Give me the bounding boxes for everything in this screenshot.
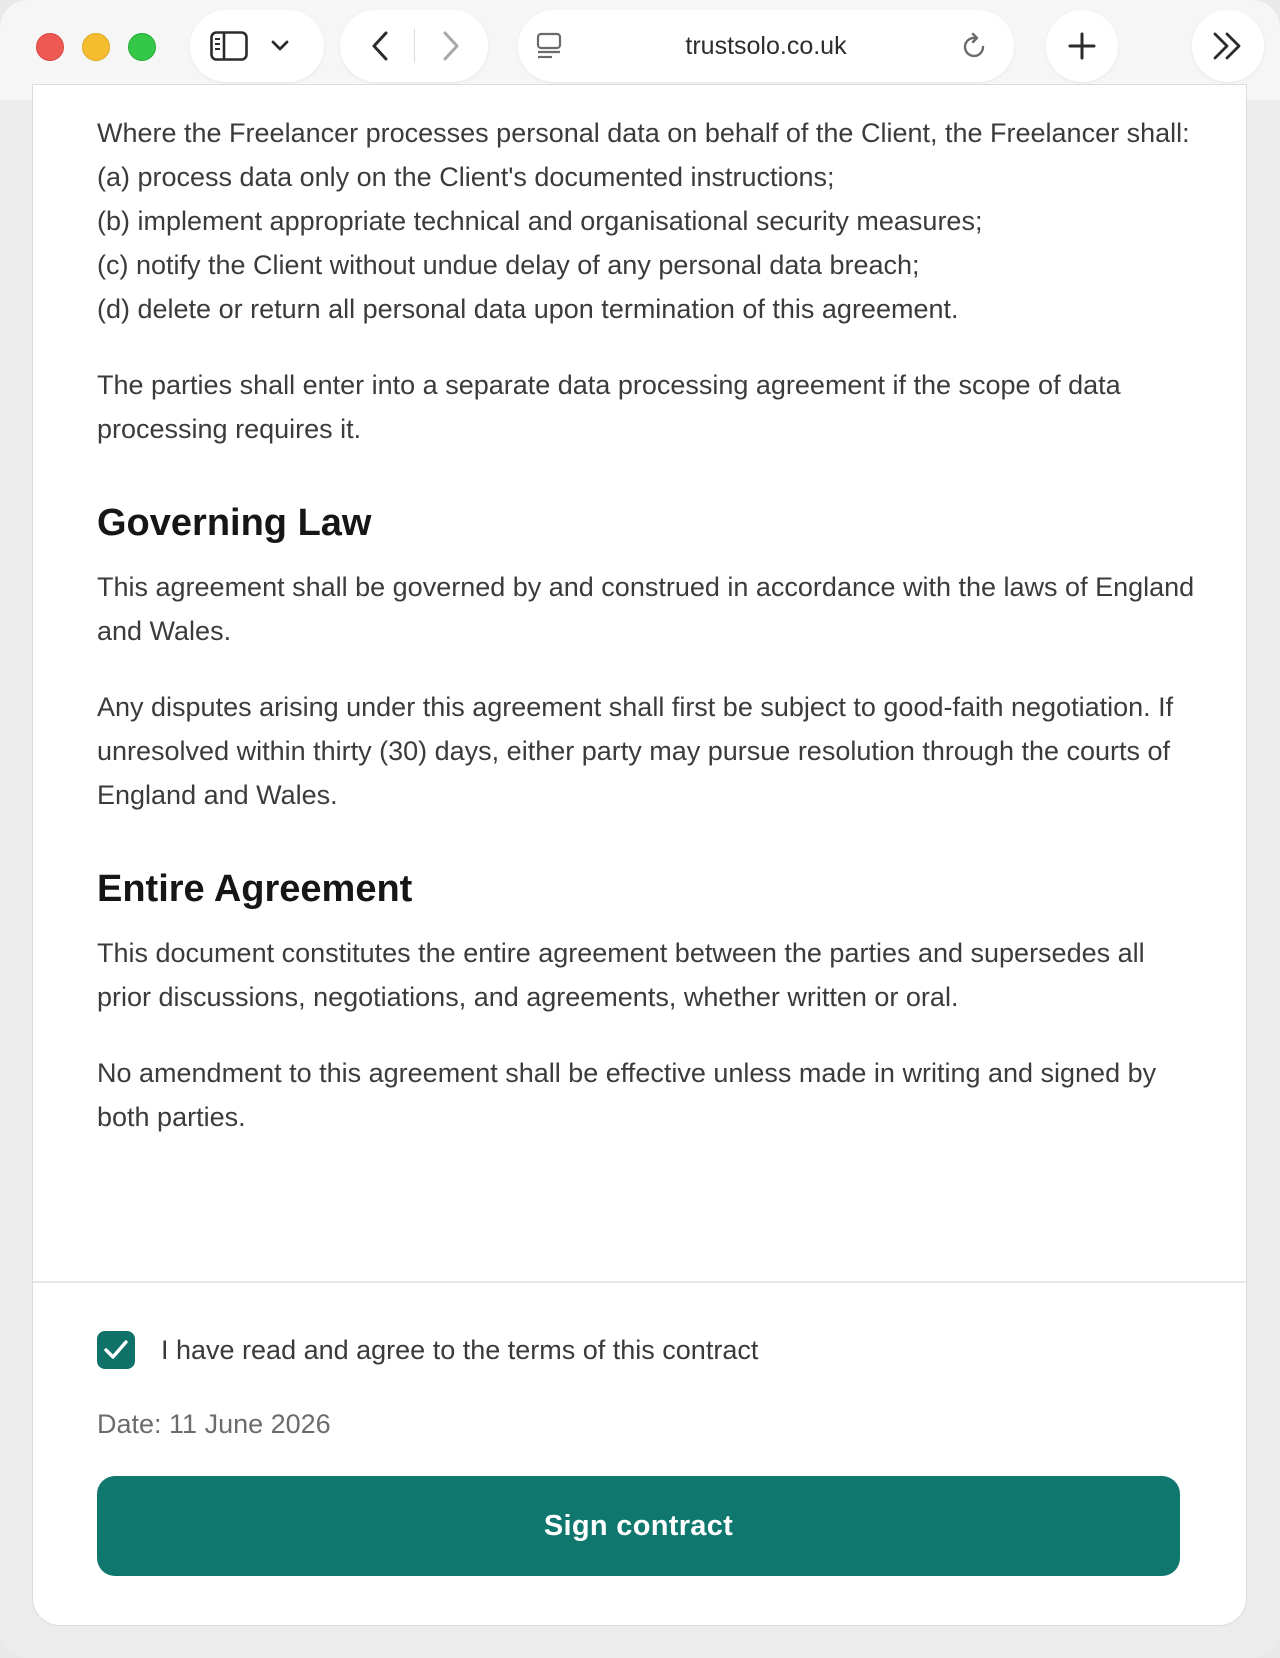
list-item: (a) process data only on the Client's documented instructions;	[97, 162, 835, 192]
contract-text	[97, 111, 1197, 1139]
more-tabs-button[interactable]	[1192, 10, 1264, 82]
agree-checkbox[interactable]	[97, 1331, 135, 1369]
disputes-paragraph: Any disputes arising under this agreement shall first be subject to good-faith negotiation. If unresolved within thirty (30) days, either party may pursue resolution through the courts of England and Wales.	[97, 692, 1174, 810]
close-window-button[interactable]	[36, 33, 64, 61]
section-divider	[33, 1281, 1246, 1283]
sidebar-icon[interactable]	[210, 31, 248, 61]
sign-contract-button[interactable]: Sign contract	[97, 1476, 1180, 1576]
governing-law-heading: Governing Law	[97, 502, 372, 544]
reload-icon[interactable]	[962, 32, 988, 60]
new-tab-button[interactable]	[1046, 10, 1118, 82]
address-bar[interactable]	[518, 10, 1014, 82]
forward-arrow-icon[interactable]	[435, 30, 467, 62]
data-processing-intro: Where the Freelancer processes personal data on behalf of the Client, the Freelancer shall:	[97, 118, 1190, 148]
minimize-window-button[interactable]	[82, 33, 110, 61]
chevron-down-icon[interactable]	[270, 39, 290, 53]
sidebar-toggle-group	[190, 10, 324, 82]
governing-law-paragraph: This agreement shall be governed by and construed in accordance with the laws of England and Wales.	[97, 572, 1195, 646]
contract-card	[32, 84, 1247, 1626]
zoom-window-button[interactable]	[128, 33, 156, 61]
navigation-group	[340, 10, 488, 82]
double-chevron-right-icon[interactable]	[1211, 31, 1245, 61]
entire-agreement-heading: Entire Agreement	[97, 868, 413, 910]
data-processing-paragraph: The parties shall enter into a separate data processing agreement if the scope of data processing requires it.	[97, 370, 1121, 444]
agree-label[interactable]: I have read and agree to the terms of this contract	[161, 1334, 759, 1365]
check-icon	[103, 1339, 129, 1361]
page-menu-icon[interactable]	[536, 32, 562, 60]
amendment-paragraph: No amendment to this agreement shall be effective unless made in writing and signed by both parties.	[97, 1058, 1157, 1132]
agree-row[interactable]	[97, 1331, 758, 1369]
nav-divider	[414, 29, 415, 63]
url-text[interactable]: trustsolo.co.uk	[685, 31, 847, 60]
entire-agreement-paragraph: This document constitutes the entire agreement between the parties and supersedes all prior discussions, negotiations, and agreements, whether written or oral.	[97, 938, 1145, 1012]
list-item: (b) implement appropriate technical and organisational security measures;	[97, 206, 983, 236]
signing-date: Date: 11 June 2026	[97, 1409, 331, 1439]
list-item: (d) delete or return all personal data upon termination of this agreement.	[97, 294, 959, 324]
plus-icon[interactable]	[1067, 31, 1097, 61]
list-item: (c) notify the Client without undue delay of any personal data breach;	[97, 250, 920, 280]
back-arrow-icon[interactable]	[364, 30, 396, 62]
